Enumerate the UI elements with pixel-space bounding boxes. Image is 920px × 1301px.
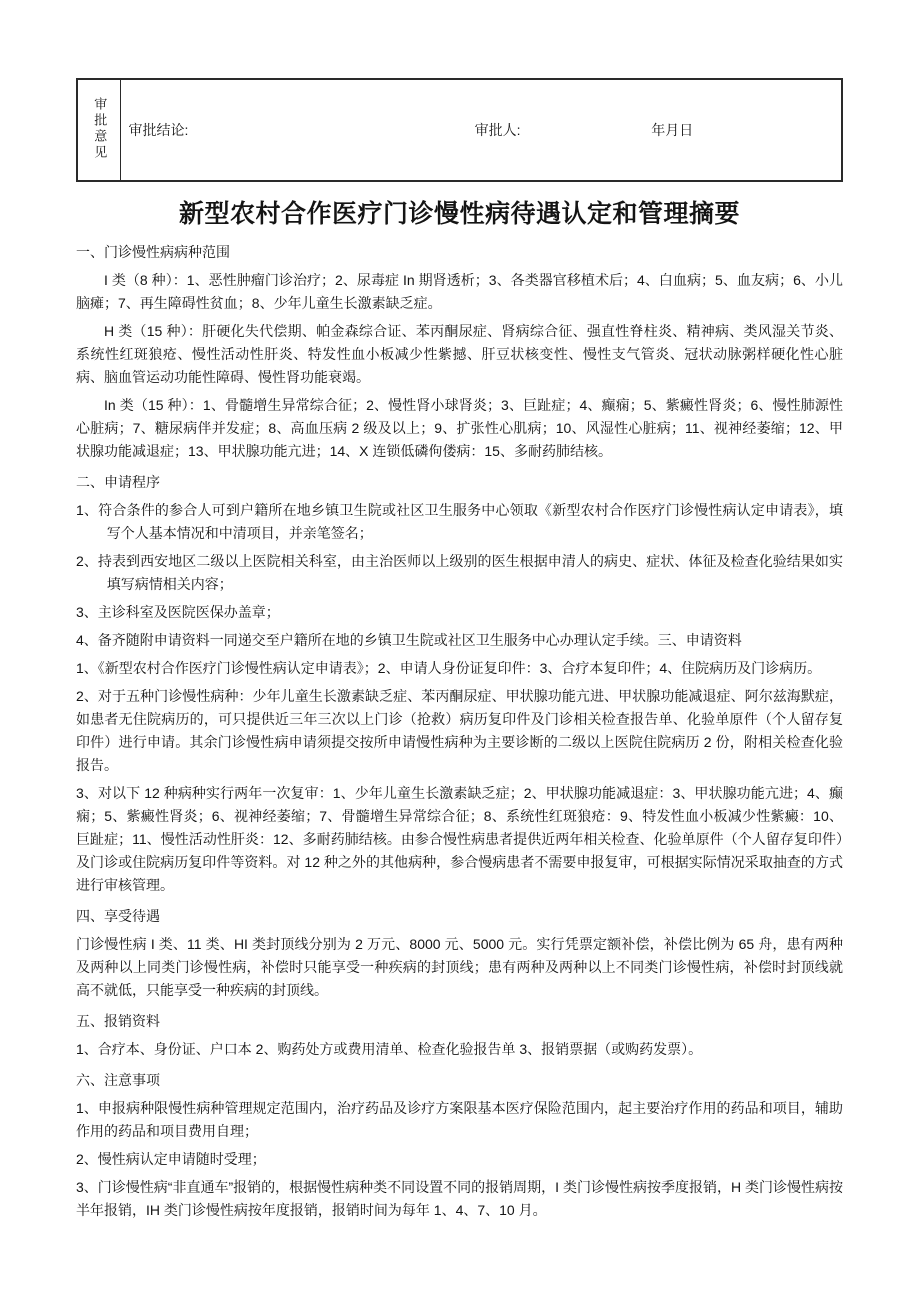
approval-main-cell [120, 79, 842, 181]
paragraph: 1、申报病种限慢性病种管理规定范围内，治疗药品及诊疗方案限基本医疗保险范围内，起主要治疗作用的药品和项目，辅助作用的药品和项目费用自理； [76, 1099, 843, 1139]
section-heading: 四、享受待遇 [76, 907, 160, 924]
document-title: 新型农村合作医疗门诊慢性病待遇认定和管理摘要 [178, 200, 740, 228]
approval-approver-label: 审批人: [474, 122, 521, 138]
approval-fields-row [129, 120, 836, 140]
paragraph: 3、主诊科室及医院医保办盖章； [76, 603, 280, 620]
approval-date-label: 年月日 [651, 122, 694, 138]
approval-conclusion-label: 审批结论: [128, 122, 189, 138]
paragraph: 2、对于五种门诊慢性病种：少年儿童生长激素缺乏症、苯丙酮尿症、甲状腺功能亢进、甲状腺功能减退症、阿尔兹海默症，如患者无住院病历的，可只提供近三年三次以上门诊（抢救）病历复印件及门诊相关检查报告单、化验单原件（个人留存复印件）进行申请。其余门诊慢性病申请须提交按所申请慢性病种为主要诊断的二级以上医院住院病历 2 份，附相关检查化验报告。 [76, 687, 843, 773]
section-heading: 二、申请程序 [76, 473, 160, 490]
paragraph: 2、慢性病认定申请随时受理； [76, 1150, 266, 1167]
paragraph: In 类（15 种）：1、骨髓增生异常综合征；2、慢性肾小球肾炎；3、巨趾症；4、癫痫；5、紫癜性肾炎；6、慢性肺源性心脏病；7、糖尿病伴并发症；8、高血压病 2 级及以上；9、扩张性心肌病；10、风湿性心脏病；11、视神经萎缩；12、甲状腺功能减退症；13、甲状腺功能亢进；14、X 连锁低磷佝偻病：15、多耐药肺结核。 [76, 396, 843, 459]
paragraph: 1、合疗本、身份证、户口本 2、购药处方或费用清单、检查化验报告单 3、报销票据（或购药发票）。 [76, 1040, 703, 1057]
paragraph: 1、符合条件的参合人可到户籍所在地乡镇卫生院或社区卫生服务中心领取《新型农村合作医疗门诊慢性病认定申请表》，填写个人基本情况和中清项目，并亲笔签名； [76, 501, 843, 541]
approval-side-label: 审批意见 [92, 96, 108, 161]
paragraph: 3、对以下 12 种病种实行两年一次复审：1、少年儿童生长激素缺乏症；2、甲状腺功能减退症：3、甲状腺功能亢进；4、癫痫；5、紫癜性肾炎；6、视神经萎缩；7、骨髓增生异常综合征；8、系统性红斑狼疮：9、特发性血小板减少性紫癜：10、巨趾症；11、慢性活动性肝炎：12、多耐药肺结核。由参合慢性病患者提供近两年相关检查、化验单原件（个人留存复印件）及门诊或住院病历复印件等资料。对 12 种之外的其他病种，参合慢病患者不需要申报复审，可根据实际情况采取抽查的方式进行审核管理。 [76, 784, 843, 893]
section-heading: 一、门诊慢性病病种范围 [76, 243, 230, 260]
approval-side-cell [77, 79, 120, 181]
paragraph: I 类（8 种）：1、恶性肿瘤门诊治疗；2、尿毒症 In 期肾透析；3、各类器官移植术后；4、白血病；5、血友病；6、小儿脑瘫；7、再生障碍性贫血；8、少年儿童生长激素缺乏症。 [76, 271, 843, 311]
paragraph: 4、备齐随附申请资料一同递交至户籍所在地的乡镇卫生院或社区卫生服务中心办理认定手续。三、申请资料 [76, 631, 742, 648]
paragraph: H 类（15 种）：肝硬化失代偿期、帕金森综合证、苯丙酮尿症、肾病综合征、强直性脊柱炎、精神病、类风湿关节炎、系统性红斑狼疮、慢性活动性肝炎、特发性血小板减少性紫撼、肝豆状核变性、慢性支气管炎、冠状动脉粥样硬化性心脏病、脑血管运动功能性障碍、慢性肾功能衰竭。 [76, 322, 843, 385]
approval-row [77, 79, 842, 181]
paragraph: 1、《新型农村合作医疗门诊慢性病认定申请表》；2、申请人身份证复印件：3、合疗本复印件；4、住院病历及门诊病历。 [76, 659, 822, 676]
paragraph: 3、门诊慢性病“非直通车”报销的，根据慢性病种类不同设置不同的报销周期，I 类门诊慢性病按季度报销，H 类门诊慢性病按半年报销，IH 类门诊慢性病按年度报销，报销时间为每年 1、4、7、10 月。 [76, 1178, 843, 1218]
approval-table [76, 78, 843, 182]
paragraph: 2、持表到西安地区二级以上医院相关科室，由主治医师以上级别的医生根据申清人的病史、症状、体征及检查化验结果如实填写病情相关内容； [76, 552, 843, 592]
section-heading: 五、报销资料 [76, 1012, 160, 1029]
paragraph: 门诊慢性病 I 类、11 类、HI 类封顶线分别为 2 万元、8000 元、5000 元。实行凭票定额补偿，补偿比例为 65 舟，患有两种及两种以上同类门诊慢性病，补偿时只能享受一种疾病的封顶线；患有两种及两种以上不同类门诊慢性病，补偿时封顶线就高不就低，只能享受一种疾病的封顶线。 [76, 935, 843, 998]
section-heading: 六、注意事项 [76, 1071, 160, 1088]
document-body [76, 241, 843, 1222]
